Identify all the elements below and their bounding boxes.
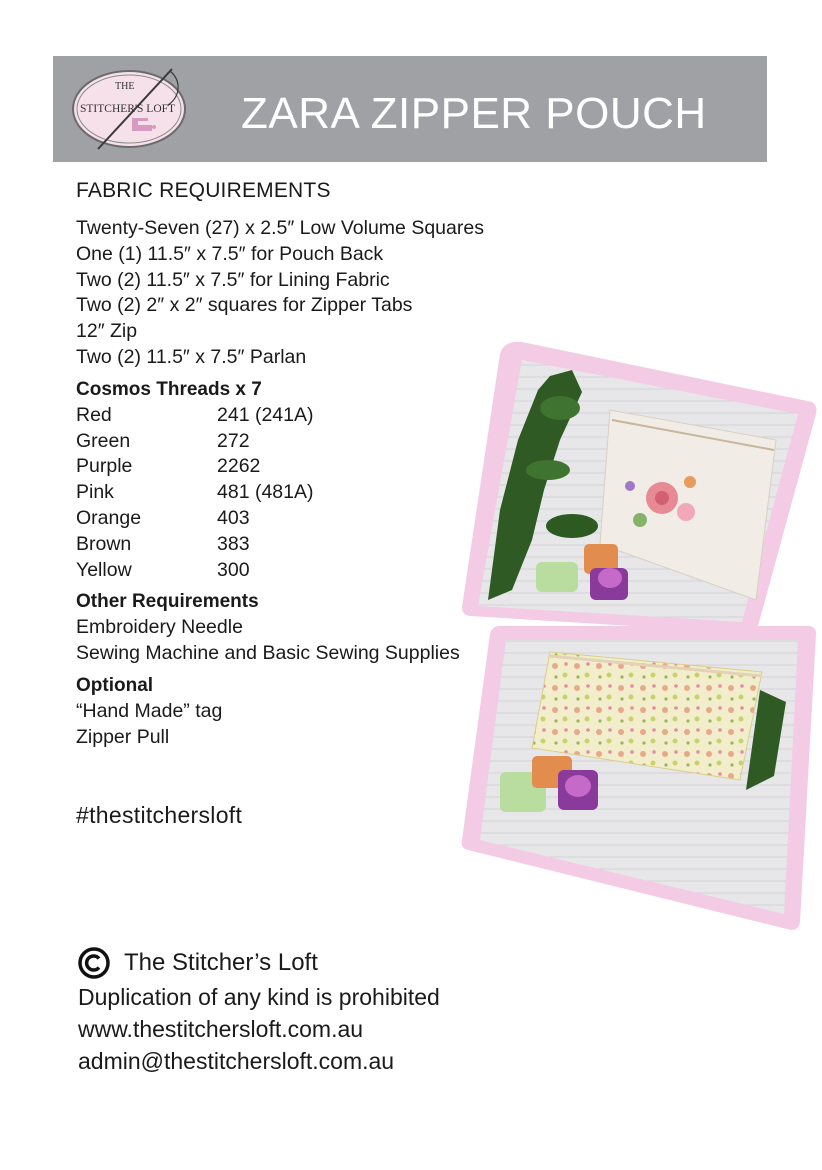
thread-color: Purple — [76, 455, 133, 478]
requirements-column — [76, 178, 496, 829]
thread-color: Green — [76, 429, 131, 452]
pouch-photos — [440, 330, 822, 940]
threads-heading: Cosmos Threads x 7 — [76, 378, 262, 400]
logo-line2: STITCHER'S LOFT — [80, 103, 176, 115]
thread-color: Orange — [76, 506, 142, 529]
table-row — [76, 558, 496, 584]
website-link[interactable]: www.thestitchersloft.com.au — [78, 1016, 364, 1042]
thread-code: 272 — [217, 429, 250, 452]
copyright-row — [78, 945, 440, 981]
list-item: Twenty-Seven (27) x 2.5″ Low Volume Squares — [76, 217, 484, 239]
thread-code: 383 — [217, 532, 250, 555]
thread-code: 481 (481A) — [217, 481, 314, 504]
needle-and-sewing-machine-logo-icon — [70, 67, 188, 151]
list-item: Two (2) 2″ x 2″ squares for Zipper Tabs — [76, 294, 413, 317]
table-row — [76, 532, 496, 558]
thread-code: 403 — [217, 506, 250, 529]
thread-code: 300 — [217, 558, 250, 581]
table-row — [76, 403, 496, 429]
stitchers-loft-logo — [70, 67, 188, 151]
logo-line1: THE — [115, 81, 135, 92]
header-banner — [53, 56, 767, 162]
fabric-list — [76, 216, 496, 371]
table-row — [76, 429, 496, 455]
hashtag: #thestitchersloft — [76, 801, 243, 828]
thread-color: Yellow — [76, 558, 132, 581]
footer — [78, 945, 440, 1077]
thread-color: Red — [76, 403, 112, 426]
list-item: One (1) 11.5″ x 7.5″ for Pouch Back — [76, 242, 384, 265]
fabric-heading: FABRIC REQUIREMENTS — [76, 179, 331, 202]
other-heading: Other Requirements — [76, 591, 259, 613]
list-item: Two (2) 11.5″ x 7.5″ for Lining Fabric — [76, 268, 390, 291]
list-item: Embroidery Needle — [76, 616, 243, 639]
optional-heading: Optional — [76, 674, 154, 696]
table-row — [76, 454, 496, 480]
photo-embroidered-pouch — [462, 342, 817, 633]
thread-code: 241 (241A) — [217, 403, 314, 426]
email-link[interactable]: admin@thestitchersloft.com.au — [78, 1048, 395, 1074]
duplication-notice: Duplication of any kind is prohibited — [78, 984, 440, 1010]
thread-code: 2262 — [217, 455, 261, 478]
photo-floral-pouch — [462, 626, 816, 930]
list-item: Zipper Pull — [76, 725, 170, 748]
list-item: Two (2) 11.5″ x 7.5″ Parlan — [76, 345, 307, 368]
thread-color: Brown — [76, 532, 132, 555]
copyright-owner: The Stitcher’s Loft — [124, 949, 318, 976]
list-item: “Hand Made” tag — [76, 699, 223, 722]
list-item: 12″ Zip — [76, 320, 138, 343]
thread-color: Pink — [76, 481, 114, 504]
list-item: Sewing Machine and Basic Sewing Supplies — [76, 642, 460, 665]
table-row — [76, 480, 496, 506]
threads-table — [76, 403, 496, 584]
copyright-icon — [78, 947, 110, 979]
page-title: ZARA ZIPPER POUCH — [241, 89, 707, 138]
table-row — [76, 506, 496, 532]
